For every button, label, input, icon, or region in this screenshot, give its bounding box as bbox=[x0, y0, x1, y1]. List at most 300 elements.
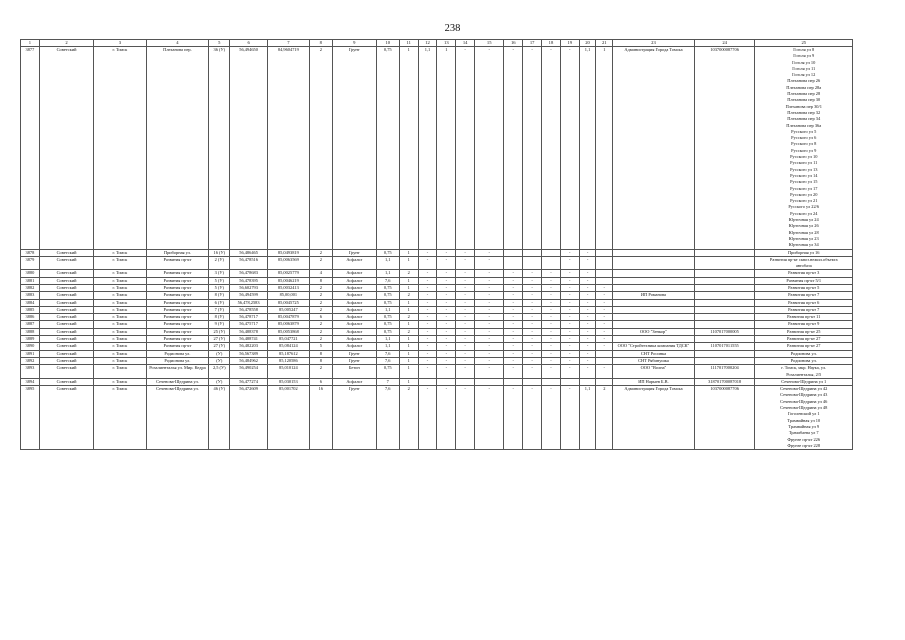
table-cell: - bbox=[418, 284, 437, 291]
address-item: Плеханова пер 32 bbox=[787, 109, 821, 115]
table-cell: СНТ Росинка bbox=[613, 350, 695, 357]
table-cell: 2 bbox=[309, 249, 332, 256]
table-cell: - bbox=[523, 328, 542, 335]
address-item: Юрточная ул 23 bbox=[788, 235, 819, 241]
table-cell: - bbox=[560, 299, 579, 306]
table-cell: 1 bbox=[399, 306, 418, 313]
table-cell: 56,494599 bbox=[230, 292, 268, 299]
table-cell: Плеханова пер. bbox=[146, 47, 209, 250]
table-cell: - bbox=[523, 357, 542, 364]
table-cell: - bbox=[437, 386, 456, 450]
table-cell: Асфальт bbox=[332, 284, 376, 291]
table-cell: - bbox=[504, 284, 523, 291]
table-cell: 85,120586 bbox=[267, 357, 309, 364]
table-cell: - bbox=[456, 306, 475, 313]
table-cell: 85,0025779 bbox=[267, 270, 309, 277]
table-cell: - bbox=[418, 386, 437, 450]
table-cell: 1 bbox=[596, 47, 613, 250]
address-list-cell bbox=[755, 314, 853, 321]
table-cell: г. Томск bbox=[94, 314, 146, 321]
table-cell: - bbox=[542, 284, 561, 291]
table-cell: 3881 bbox=[21, 277, 40, 284]
table-cell: 3888 bbox=[21, 328, 40, 335]
table-cell: - bbox=[579, 284, 596, 291]
table-cell: 3895 bbox=[21, 386, 40, 450]
table-cell: 3886 bbox=[21, 314, 40, 321]
address-item: Развития пр-кт 7 bbox=[788, 306, 820, 312]
table-cell: - bbox=[504, 321, 523, 328]
table-cell: - bbox=[418, 270, 437, 277]
table-cell: - bbox=[542, 277, 561, 284]
table-cell: 3887 bbox=[21, 321, 40, 328]
table-cell: - bbox=[475, 249, 504, 256]
table-cell bbox=[694, 336, 755, 343]
table-cell: Асфальт bbox=[332, 299, 376, 306]
table-cell bbox=[596, 270, 613, 277]
table-row bbox=[21, 249, 853, 256]
table-cell bbox=[613, 270, 695, 277]
table-cell: 56,478395 bbox=[230, 277, 268, 284]
table-cell: 3878 bbox=[21, 249, 40, 256]
table-cell: Развития пр-кт bbox=[146, 343, 209, 350]
table-cell: г. Томск bbox=[94, 357, 146, 364]
table-cell: 85,0046219 bbox=[267, 277, 309, 284]
table-cell: Асфальт bbox=[332, 314, 376, 321]
table-cell: Советский bbox=[39, 336, 93, 343]
table-cell bbox=[456, 378, 475, 385]
table-cell: - bbox=[456, 357, 475, 364]
address-list-cell bbox=[755, 328, 853, 335]
table-cell: 85,0493819 bbox=[267, 249, 309, 256]
table-cell bbox=[437, 378, 456, 385]
table-cell: - bbox=[596, 306, 613, 313]
table-cell: 1 bbox=[399, 365, 418, 379]
table-cell: 56,478,2583 bbox=[230, 299, 268, 306]
table-cell: - bbox=[437, 343, 456, 350]
address-item: Гоголя ул 10 bbox=[792, 59, 816, 65]
column-number: 1 bbox=[21, 40, 40, 47]
table-cell: - bbox=[437, 256, 456, 270]
table-cell: - bbox=[523, 277, 542, 284]
table-cell: Развития пр-кт bbox=[146, 321, 209, 328]
table-cell bbox=[694, 277, 755, 284]
table-cell: 8 bbox=[309, 357, 332, 364]
table-cell: 1,1 bbox=[376, 256, 399, 270]
address-item: Русского ул 8 bbox=[791, 141, 817, 147]
table-cell: 1,1 bbox=[418, 47, 437, 250]
address-list-cell bbox=[755, 378, 853, 385]
table-cell bbox=[694, 299, 755, 306]
address-item: Юрточная ул 28 bbox=[788, 229, 819, 235]
table-cell: 3884 bbox=[21, 299, 40, 306]
table-cell: 7,6 bbox=[376, 350, 399, 357]
address-item: Плеханова пер 26 bbox=[787, 78, 821, 84]
table-cell: - bbox=[437, 249, 456, 256]
column-number: 25 bbox=[755, 40, 853, 47]
table-cell: - bbox=[560, 284, 579, 291]
table-cell: - bbox=[437, 277, 456, 284]
address-item: Сеченова-Щедрина ул 48 bbox=[780, 405, 828, 411]
table-cell: - bbox=[560, 386, 579, 450]
table-cell: 56,478717 bbox=[230, 314, 268, 321]
table-cell: г. Томск bbox=[94, 365, 146, 379]
table-cell: 56,477274 bbox=[230, 378, 268, 385]
table-cell: г. Томск bbox=[94, 47, 146, 250]
table-cell: г. Томск bbox=[94, 299, 146, 306]
table-cell bbox=[579, 378, 596, 385]
address-item: Юрточная ул 34 bbox=[788, 242, 819, 248]
table-cell: 3880 bbox=[21, 270, 40, 277]
table-cell bbox=[694, 314, 755, 321]
table-cell: Администрация Города Томска bbox=[613, 386, 695, 450]
table-cell: Советский bbox=[39, 314, 93, 321]
table-cell: - bbox=[456, 256, 475, 270]
address-item: Плеханова пер 28 bbox=[787, 91, 821, 97]
table-cell: - bbox=[596, 292, 613, 299]
address-item: Сеченова-Щедрина ул 46 bbox=[780, 398, 828, 404]
table-cell: 84,9604719 bbox=[267, 47, 309, 250]
table-cell: ООО "Зенкор" bbox=[613, 328, 695, 335]
table-cell: 1 bbox=[399, 378, 418, 385]
table-cell: 3883 bbox=[21, 292, 40, 299]
address-list-cell bbox=[755, 249, 853, 256]
table-cell: - bbox=[579, 314, 596, 321]
table-cell: Советский bbox=[39, 343, 93, 350]
table-cell: - bbox=[523, 270, 542, 277]
table-cell: Советский bbox=[39, 378, 93, 385]
table-cell: - bbox=[579, 249, 596, 256]
address-item: Русского ул 13 bbox=[790, 166, 818, 172]
table-cell: Развития пр-кт bbox=[146, 256, 209, 270]
table-cell bbox=[694, 350, 755, 357]
table-cell: 0,75 bbox=[376, 292, 399, 299]
table-cell: 2 bbox=[399, 314, 418, 321]
column-number: 20 bbox=[579, 40, 596, 47]
table-cell: Бетон bbox=[332, 365, 376, 379]
table-cell: - bbox=[456, 292, 475, 299]
table-cell: г. Томск bbox=[94, 350, 146, 357]
address-list-cell bbox=[755, 292, 853, 299]
table-cell: - bbox=[579, 336, 596, 343]
table-cell: - bbox=[579, 343, 596, 350]
table-cell: Асфальт bbox=[332, 270, 376, 277]
table-cell: - bbox=[418, 277, 437, 284]
column-number: 14 bbox=[456, 40, 475, 47]
table-cell: - bbox=[542, 328, 561, 335]
table-cell: - bbox=[504, 47, 523, 250]
table-cell: Советский bbox=[39, 328, 93, 335]
table-cell: 56,478558 bbox=[230, 306, 268, 313]
table-cell bbox=[596, 256, 613, 270]
table-cell: Советский bbox=[39, 350, 93, 357]
table-cell: Асфальт bbox=[332, 378, 376, 385]
table-cell: - bbox=[475, 292, 504, 299]
table-cell bbox=[694, 357, 755, 364]
table-cell: - bbox=[560, 270, 579, 277]
table-cell: Советский bbox=[39, 270, 93, 277]
table-cell: - bbox=[437, 270, 456, 277]
address-item: Развития пр-кт 5/1 bbox=[786, 277, 822, 283]
table-cell: - bbox=[579, 256, 596, 270]
address-list-cell bbox=[755, 256, 853, 270]
table-cell: Асфальт bbox=[332, 277, 376, 284]
column-number: 19 bbox=[560, 40, 579, 47]
table-cell: 3891 bbox=[21, 350, 40, 357]
table-row bbox=[21, 343, 853, 350]
table-cell: - bbox=[542, 299, 561, 306]
address-item: Плеханова пер 36а bbox=[786, 122, 822, 128]
table-cell: - bbox=[418, 350, 437, 357]
table-cell: - bbox=[437, 336, 456, 343]
address-item: Развития пр-кт 11 bbox=[787, 314, 821, 320]
table-cell: - bbox=[504, 277, 523, 284]
address-item: Плеханова пер 30/1 bbox=[785, 103, 822, 109]
table-cell: - bbox=[542, 321, 561, 328]
address-item: Сеченова-Щедрина ул 42 bbox=[780, 386, 828, 392]
table-cell bbox=[523, 249, 542, 256]
table-cell: 85,047721 bbox=[267, 336, 309, 343]
table-cell: 5 (У) bbox=[209, 277, 230, 284]
register-table bbox=[20, 39, 853, 450]
table-row bbox=[21, 284, 853, 291]
table-cell: Советский bbox=[39, 306, 93, 313]
address-item: Юрточная ул 26 bbox=[788, 223, 819, 229]
table-cell: - bbox=[560, 350, 579, 357]
table-row bbox=[21, 277, 853, 284]
table-cell: - bbox=[504, 343, 523, 350]
address-item: Развития пр-кт 7 bbox=[788, 292, 820, 298]
address-list-cell bbox=[755, 299, 853, 306]
address-item: Русского ул 5 bbox=[791, 128, 817, 134]
address-item: Русского ул 10 bbox=[790, 154, 818, 160]
address-item: Развития пр-кт 27 bbox=[787, 336, 821, 342]
table-cell: 85,0045725 bbox=[267, 299, 309, 306]
table-cell: Советский bbox=[39, 47, 93, 250]
table-cell: 1,1 bbox=[376, 270, 399, 277]
table-cell: 1 bbox=[399, 284, 418, 291]
column-number: 7 bbox=[267, 40, 309, 47]
table-cell: - bbox=[579, 277, 596, 284]
table-cell bbox=[560, 378, 579, 385]
table-cell: - bbox=[418, 365, 437, 379]
table-cell: 7 (У) bbox=[209, 306, 230, 313]
page-number: 238 bbox=[444, 23, 461, 34]
table-cell: Советский bbox=[39, 256, 93, 270]
table-cell: ООО "Стройтехника компания ТДСК" bbox=[613, 343, 695, 350]
table-row bbox=[21, 386, 853, 450]
column-number: 9 bbox=[332, 40, 376, 47]
table-cell: Советский bbox=[39, 284, 93, 291]
table-cell: 0,75 bbox=[376, 47, 399, 250]
table-cell: - bbox=[504, 292, 523, 299]
table-row bbox=[21, 357, 853, 364]
table-cell: 1 bbox=[399, 321, 418, 328]
table-cell: - bbox=[523, 350, 542, 357]
address-item: Русского ул 17 bbox=[790, 185, 818, 191]
address-item: Приборная ул 16 bbox=[788, 249, 820, 255]
table-cell: 85,0032413 bbox=[267, 284, 309, 291]
table-cell: (У) bbox=[209, 378, 230, 385]
table-cell: г. Томск bbox=[94, 256, 146, 270]
address-item: Развития пр-кт 6 bbox=[788, 299, 820, 305]
column-number: 24 bbox=[694, 40, 755, 47]
table-cell: 56,602793 bbox=[230, 284, 268, 291]
table-cell: - bbox=[437, 292, 456, 299]
table-cell bbox=[542, 249, 561, 256]
table-cell: - bbox=[523, 336, 542, 343]
table-cell: Родионова ул. bbox=[146, 350, 209, 357]
table-cell: 27 (У) bbox=[209, 343, 230, 350]
table-cell: - bbox=[437, 328, 456, 335]
table-cell: Родионова ул. bbox=[146, 357, 209, 364]
table-cell: 56,482203 bbox=[230, 343, 268, 350]
table-cell: 0,75 bbox=[376, 249, 399, 256]
table-cell: - bbox=[523, 284, 542, 291]
table-cell: 8 bbox=[309, 350, 332, 357]
table-cell: 0,75 bbox=[376, 321, 399, 328]
address-list-cell bbox=[755, 284, 853, 291]
table-cell: - bbox=[475, 277, 504, 284]
table-cell: ИП Романова bbox=[613, 292, 695, 299]
column-number: 21 bbox=[596, 40, 613, 47]
table-cell: - bbox=[560, 321, 579, 328]
table-cell: - bbox=[579, 306, 596, 313]
table-cell: - bbox=[596, 299, 613, 306]
table-cell: - bbox=[579, 321, 596, 328]
table-cell: - bbox=[542, 357, 561, 364]
table-cell: - bbox=[560, 306, 579, 313]
table-cell: - bbox=[560, 47, 579, 250]
table-cell bbox=[694, 292, 755, 299]
table-cell: - bbox=[418, 256, 437, 270]
table-cell: г. Томск bbox=[94, 343, 146, 350]
table-cell: Развития пр-кт bbox=[146, 270, 209, 277]
table-cell: 2 bbox=[309, 47, 332, 250]
table-cell: - bbox=[560, 256, 579, 270]
table-cell: - bbox=[579, 365, 596, 379]
column-number: 10 bbox=[376, 40, 399, 47]
table-cell: 56,488741 bbox=[230, 336, 268, 343]
table-cell: Розалиенталья ул. Мир. Кедра bbox=[146, 365, 209, 379]
table-cell: 3882 bbox=[21, 284, 40, 291]
table-cell: - bbox=[596, 321, 613, 328]
table-cell: - bbox=[523, 343, 542, 350]
table-cell: 2 bbox=[309, 336, 332, 343]
table-cell: Развития пр-кт bbox=[146, 306, 209, 313]
table-cell: 85,00,001 bbox=[267, 292, 309, 299]
table-cell: 2 bbox=[309, 299, 332, 306]
address-item: Русского ул 11 bbox=[790, 160, 818, 166]
table-cell: - bbox=[560, 328, 579, 335]
table-cell: 1 bbox=[399, 350, 418, 357]
table-cell: г. Томск bbox=[94, 306, 146, 313]
address-item: Розалиенталья, 2/5 bbox=[786, 371, 822, 377]
table-cell: 1 bbox=[399, 256, 418, 270]
table-cell: Развития пр-кт bbox=[146, 336, 209, 343]
table-cell bbox=[613, 284, 695, 291]
table-cell: 1037000087706 bbox=[694, 47, 755, 250]
table-cell: 0,75 bbox=[376, 328, 399, 335]
table-cell: 3885 bbox=[21, 306, 40, 313]
table-cell bbox=[613, 256, 695, 270]
address-list-cell bbox=[755, 357, 853, 364]
table-cell: Асфальт bbox=[332, 336, 376, 343]
table-cell: г. Томск bbox=[94, 284, 146, 291]
table-cell: - bbox=[418, 292, 437, 299]
address-item: Родионова ул. bbox=[790, 350, 817, 356]
table-row bbox=[21, 365, 853, 379]
table-cell bbox=[613, 306, 695, 313]
table-cell bbox=[542, 256, 561, 270]
table-cell: Асфальт bbox=[332, 321, 376, 328]
column-number: 13 bbox=[437, 40, 456, 47]
table-cell: 1 bbox=[399, 336, 418, 343]
table-cell: - bbox=[560, 357, 579, 364]
table-row bbox=[21, 378, 853, 385]
table-cell: 2 bbox=[309, 292, 332, 299]
table-cell: - bbox=[456, 365, 475, 379]
table-cell: 0,75 bbox=[376, 284, 399, 291]
table-row bbox=[21, 336, 853, 343]
table-cell: Советский bbox=[39, 357, 93, 364]
table-cell: - bbox=[418, 357, 437, 364]
table-cell: - bbox=[456, 314, 475, 321]
table-cell: - bbox=[475, 306, 504, 313]
table-cell: Приборная ул. bbox=[146, 249, 209, 256]
table-cell: Советский bbox=[39, 299, 93, 306]
table-cell: - bbox=[523, 314, 542, 321]
table-cell: 3892 bbox=[21, 357, 40, 364]
address-item: Сеченова-Щедрина ул 43 bbox=[780, 392, 828, 398]
column-number: 6 bbox=[230, 40, 268, 47]
table-cell: - bbox=[437, 365, 456, 379]
table-cell: - bbox=[504, 336, 523, 343]
table-cell: 2 bbox=[309, 256, 332, 270]
table-cell bbox=[613, 299, 695, 306]
table-cell: - bbox=[504, 328, 523, 335]
table-cell: Советский bbox=[39, 365, 93, 379]
table-cell bbox=[523, 378, 542, 385]
table-cell: 3889 bbox=[21, 336, 40, 343]
table-cell: 85,084124 bbox=[267, 343, 309, 350]
address-item: Трамвайная ул 10 bbox=[787, 417, 821, 423]
table-cell: г. Томск bbox=[94, 336, 146, 343]
address-item: Трамвайная ул 9 bbox=[788, 423, 820, 429]
table-cell: 56,488378 bbox=[230, 328, 268, 335]
address-item: Родионова ул. bbox=[790, 357, 817, 363]
table-cell bbox=[542, 378, 561, 385]
table-row bbox=[21, 314, 853, 321]
table-cell: 318701700087018 bbox=[694, 378, 755, 385]
table-cell: - bbox=[504, 357, 523, 364]
table-cell: Развития пр-кт bbox=[146, 284, 209, 291]
address-list-cell bbox=[755, 321, 853, 328]
table-cell: - bbox=[418, 314, 437, 321]
table-cell: Асфальт bbox=[332, 256, 376, 270]
table-cell: 56,478516 bbox=[230, 256, 268, 270]
table-cell: 27 (У) bbox=[209, 336, 230, 343]
table-cell: 56,486465 bbox=[230, 249, 268, 256]
table-cell: 1107017011555 bbox=[694, 343, 755, 350]
table-cell: 1 bbox=[399, 277, 418, 284]
table-cell: - bbox=[596, 336, 613, 343]
table-cell: - bbox=[504, 299, 523, 306]
table-cell: - bbox=[456, 47, 475, 250]
address-item: Плеханова пер 28а bbox=[786, 84, 822, 90]
table-row bbox=[21, 47, 853, 250]
table-cell: 2 bbox=[309, 328, 332, 335]
table-cell: 56,494650 bbox=[230, 47, 268, 250]
